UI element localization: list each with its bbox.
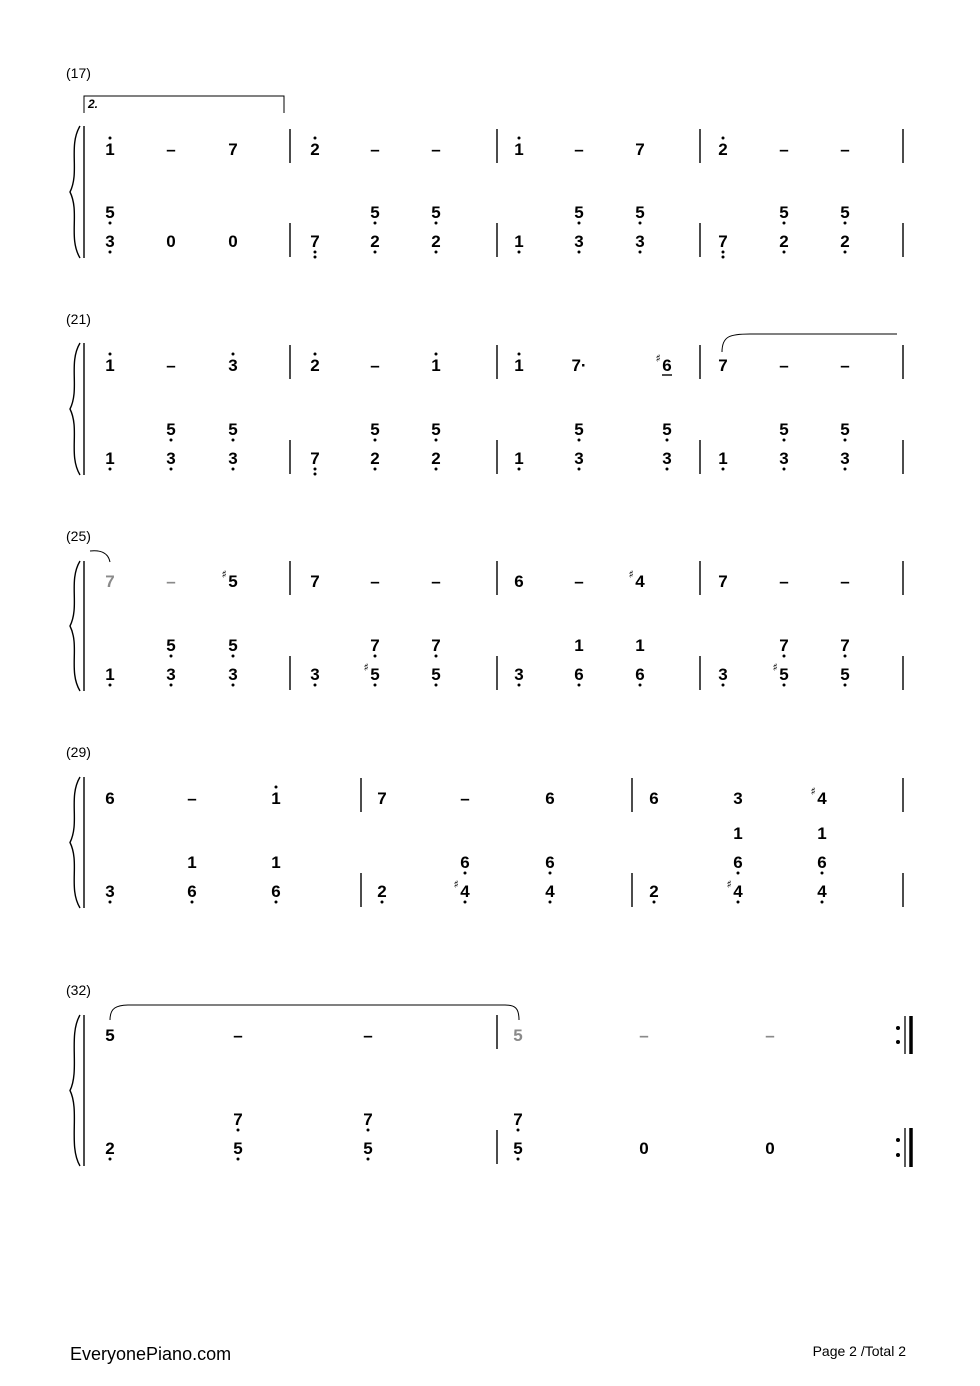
measure — [310, 353, 440, 476]
repeat-end-barline — [896, 1016, 911, 1167]
note: 3 — [105, 882, 115, 901]
note: 2 — [431, 232, 441, 251]
note: 5 — [166, 420, 176, 439]
note: – — [370, 140, 380, 159]
note: 4 — [733, 882, 743, 901]
measure-number: (21) — [66, 311, 91, 327]
note: 7· — [571, 356, 587, 375]
note: 3 — [574, 232, 584, 251]
note: 7 — [310, 572, 320, 591]
note: 0 — [639, 1139, 649, 1158]
note: 3 — [635, 232, 645, 251]
page-number: Page 2 /Total 2 — [812, 1343, 906, 1359]
note: 6 — [574, 665, 584, 684]
note: 2 — [105, 1139, 115, 1158]
note: 7 — [635, 140, 645, 159]
note: 6 — [649, 789, 659, 808]
measure-number: (25) — [66, 528, 91, 544]
note: 5 — [233, 1139, 243, 1158]
note: – — [574, 572, 584, 591]
note: 5 — [779, 203, 789, 222]
note: 1 — [514, 356, 524, 375]
tie-marks — [90, 334, 897, 1020]
note: – — [431, 572, 441, 591]
note: 2 — [649, 882, 659, 901]
note: 5 — [840, 420, 850, 439]
note: 5 — [363, 1139, 373, 1158]
measure — [513, 1026, 774, 1161]
note: 4 — [817, 789, 827, 808]
note: 7 — [718, 232, 728, 251]
note: 7 — [718, 572, 728, 591]
note: 0 — [166, 232, 176, 251]
measure — [514, 352, 672, 471]
note: 5 — [574, 420, 584, 439]
note: – — [779, 572, 789, 591]
note: 3 — [779, 449, 789, 468]
note: 5 — [228, 636, 238, 655]
note: 3 — [733, 789, 743, 808]
note: 5 — [370, 420, 380, 439]
measure — [105, 353, 237, 471]
note: 5 — [513, 1026, 523, 1045]
measure-number: (29) — [66, 744, 91, 760]
note: 5 — [228, 420, 238, 439]
sharp-sign: ♯ — [655, 352, 661, 365]
note: – — [233, 1026, 243, 1045]
note: 2 — [779, 232, 789, 251]
sharp-sign: ♯ — [772, 661, 778, 674]
note: 5 — [840, 203, 850, 222]
note: 3 — [166, 449, 176, 468]
note: 1 — [514, 449, 524, 468]
system-brace — [70, 561, 84, 691]
note: 7 — [513, 1110, 523, 1129]
note: 6 — [271, 882, 281, 901]
note: 1 — [514, 232, 524, 251]
note: 3 — [228, 449, 238, 468]
sharp-sign: ♯ — [628, 568, 634, 581]
note: 1 — [105, 356, 115, 375]
sharp-sign: ♯ — [221, 568, 227, 581]
note: 5 — [574, 203, 584, 222]
note: 5 — [840, 665, 850, 684]
note: 2 — [370, 232, 380, 251]
measure — [310, 137, 440, 259]
note: 1 — [431, 356, 441, 375]
note: 2 — [370, 449, 380, 468]
site-name: EveryonePiano.com — [70, 1344, 232, 1364]
volta-label: 2. — [88, 97, 99, 111]
system — [66, 311, 903, 476]
note: 2 — [310, 140, 320, 159]
note: 7 — [310, 232, 320, 251]
sharp-sign: ♯ — [810, 785, 816, 798]
system-brace — [70, 126, 84, 258]
note: 1 — [514, 140, 524, 159]
note: – — [840, 572, 850, 591]
note: 3 — [228, 665, 238, 684]
note: 1 — [271, 789, 281, 808]
note: 4 — [635, 572, 645, 591]
note: 6 — [187, 882, 197, 901]
note: 4 — [545, 882, 555, 901]
measure — [514, 568, 645, 687]
note: – — [363, 1026, 373, 1045]
note: – — [779, 140, 789, 159]
note: 1 — [105, 449, 115, 468]
measure-number: (17) — [66, 65, 91, 81]
note: 6 — [733, 853, 743, 872]
note: 1 — [718, 449, 728, 468]
note: 5 — [370, 665, 380, 684]
system — [66, 982, 911, 1167]
system-brace — [70, 777, 84, 908]
note: – — [166, 140, 176, 159]
note: 7 — [370, 636, 380, 655]
note: – — [574, 140, 584, 159]
note: 1 — [105, 140, 115, 159]
note: 1 — [187, 853, 197, 872]
note: 6 — [514, 572, 524, 591]
note: 7 — [228, 140, 238, 159]
note: 7 — [779, 636, 789, 655]
measure — [105, 568, 237, 687]
note: – — [166, 572, 176, 591]
note: 2 — [310, 356, 320, 375]
note: – — [187, 789, 197, 808]
note: – — [166, 356, 176, 375]
note: 3 — [514, 665, 524, 684]
note: 5 — [779, 665, 789, 684]
note: 7 — [105, 572, 115, 591]
note: 2 — [431, 449, 441, 468]
system — [66, 65, 903, 259]
note: 1 — [105, 665, 115, 684]
measure — [718, 137, 849, 259]
note: 3 — [840, 449, 850, 468]
measure — [105, 786, 280, 904]
note: 1 — [635, 636, 645, 655]
note: 7 — [431, 636, 441, 655]
note: 7 — [840, 636, 850, 655]
note: 3 — [718, 665, 728, 684]
note: 7 — [718, 356, 728, 375]
note: 6 — [817, 853, 827, 872]
measure — [514, 137, 644, 254]
measure — [718, 572, 849, 687]
note: 6 — [635, 665, 645, 684]
volta-bracket — [84, 96, 284, 113]
note: – — [639, 1026, 649, 1045]
note: 5 — [513, 1139, 523, 1158]
note: – — [779, 356, 789, 375]
system — [66, 744, 903, 907]
note: 5 — [662, 420, 672, 439]
note: 1 — [817, 824, 827, 843]
note: – — [370, 356, 380, 375]
note: 4 — [817, 882, 827, 901]
note: 3 — [105, 232, 115, 251]
note: 7 — [377, 789, 387, 808]
measure — [377, 789, 555, 904]
note: 4 — [460, 882, 470, 901]
note: 0 — [228, 232, 238, 251]
note: 1 — [271, 853, 281, 872]
note: 6 — [662, 356, 672, 375]
note: 3 — [310, 665, 320, 684]
note: 5 — [431, 420, 441, 439]
measure — [649, 785, 827, 904]
note: 1 — [574, 636, 584, 655]
note: 5 — [228, 572, 238, 591]
note: 5 — [431, 203, 441, 222]
note: 5 — [779, 420, 789, 439]
system-brace — [70, 1015, 84, 1166]
note: – — [431, 140, 441, 159]
sharp-sign: ♯ — [363, 661, 369, 674]
note: 3 — [574, 449, 584, 468]
note: 2 — [377, 882, 387, 901]
note: 3 — [228, 356, 238, 375]
note: – — [840, 356, 850, 375]
note: 2 — [840, 232, 850, 251]
note: 6 — [105, 789, 115, 808]
note: – — [370, 572, 380, 591]
note: 3 — [166, 665, 176, 684]
note: 2 — [718, 140, 728, 159]
note: 5 — [370, 203, 380, 222]
note: 5 — [105, 203, 115, 222]
note: 6 — [545, 853, 555, 872]
measure-number: (32) — [66, 982, 91, 998]
note: 0 — [765, 1139, 775, 1158]
measure — [718, 356, 849, 471]
note: – — [460, 789, 470, 808]
note: 5 — [431, 665, 441, 684]
sharp-sign: ♯ — [726, 878, 732, 891]
note: 7 — [363, 1110, 373, 1129]
sharp-sign: ♯ — [453, 878, 459, 891]
note: – — [840, 140, 850, 159]
note: 7 — [233, 1110, 243, 1129]
measure — [105, 137, 237, 254]
note: – — [765, 1026, 775, 1045]
note: 5 — [105, 1026, 115, 1045]
note: 6 — [460, 853, 470, 872]
measure — [310, 572, 440, 687]
note: 1 — [733, 824, 743, 843]
note: 5 — [635, 203, 645, 222]
note: 3 — [662, 449, 672, 468]
note: 5 — [166, 636, 176, 655]
measure — [105, 1026, 372, 1161]
note: 7 — [310, 449, 320, 468]
system — [66, 528, 903, 690]
note: 6 — [545, 789, 555, 808]
system-brace — [70, 343, 84, 475]
